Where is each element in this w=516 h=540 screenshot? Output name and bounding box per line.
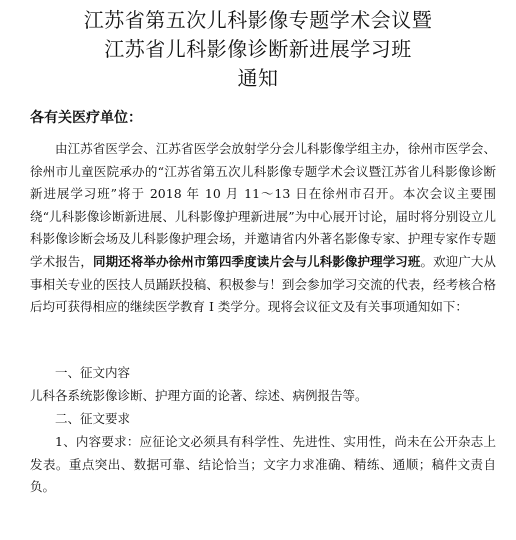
intro-text-part-1: 由江苏省医学会、江苏省医学会放射学分会儿科影像学组主办，徐州市医学会、徐州市儿童医院承办的“江苏省第五次儿科影像专题学术会议暨江苏省儿科影像诊断新进展学习班”将于 2018 年 10 月 11～13 日在徐州市召开。本次会议主要围绕“儿科影像诊断新进展、儿科影像护理新进展”为中心展开讨论，届时将分别设立儿科影像诊断会场及儿科影像护理会场，并邀请省内外著名影像专家、护理专家作专题学术报告， bbox=[30, 141, 496, 269]
section-2-heading: 二、征文要求 bbox=[55, 411, 131, 426]
section-2-text: 1、内容要求：应征论文必须具有科学性、先进性、实用性，尚未在公开杂志上发表。重点突出、数据可靠、结论恰当；文字力求准确、精练、通顺；稿件文责自负。 bbox=[30, 434, 496, 495]
section-1-text: 儿科各系统影像诊断、护理方面的论著、综述、病例报告等。 bbox=[30, 388, 368, 403]
intro-paragraph bbox=[30, 138, 496, 319]
title-line-1: 江苏省第五次儿科影像专题学术会议暨 bbox=[83, 8, 433, 32]
intro-bold-highlight: 同期还将举办徐州市第四季度读片会与儿科影像护理学习班 bbox=[92, 253, 421, 269]
section-1-heading: 一、征文内容 bbox=[55, 365, 131, 380]
title-line-3: 通知 bbox=[237, 66, 279, 90]
intro-text-part-2: 。欢迎广大从事相关专业的医技人员踊跃投稿、积极参与！到会参加学习交流的代表，经考核合格后均可获得相应的继续医学教育 I 类学分。现将会议征文及有关事项通知如下： bbox=[30, 253, 496, 315]
document-title bbox=[0, 6, 516, 93]
title-line-2: 江苏省儿科影像诊断新进展学习班 bbox=[104, 37, 412, 61]
addressee: 各有关医疗单位： bbox=[30, 110, 142, 126]
